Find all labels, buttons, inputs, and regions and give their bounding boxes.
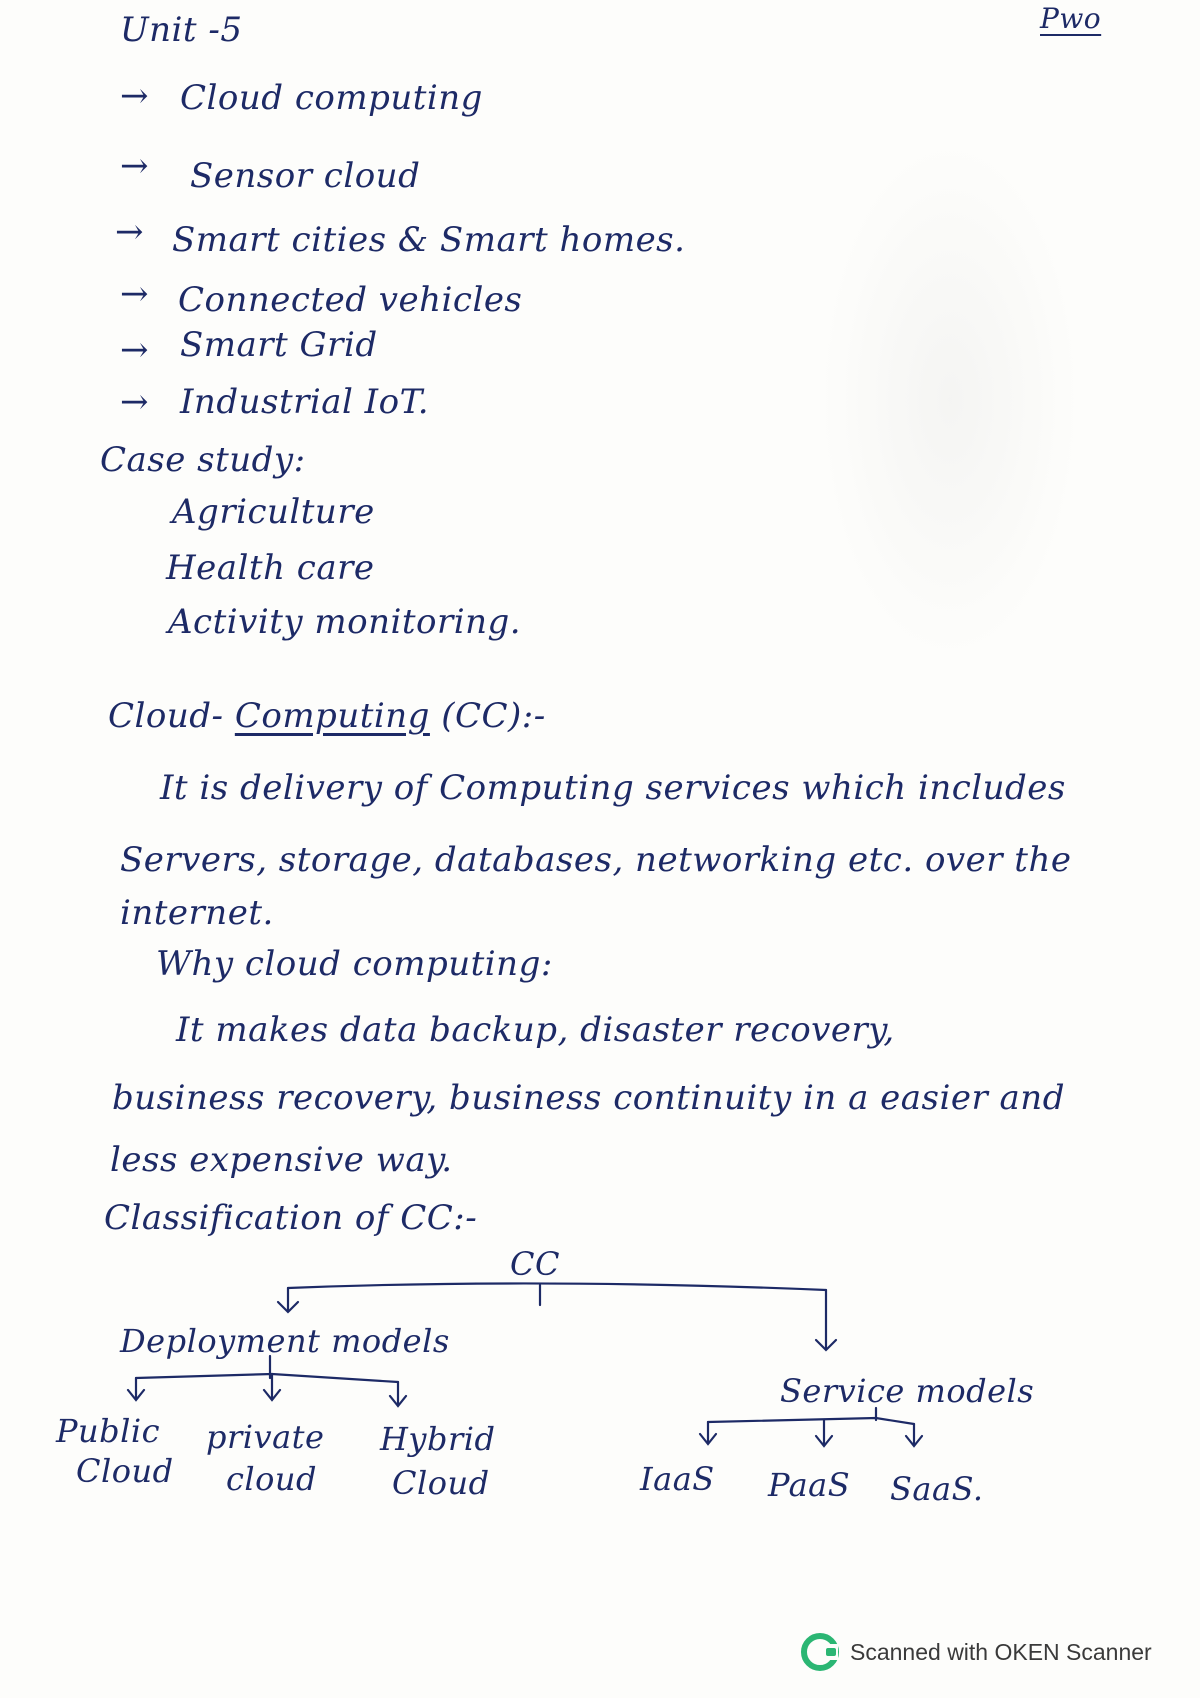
why-line: It makes data backup, disaster recovery, [176, 1010, 895, 1050]
tree-leaf-label: Public [56, 1412, 161, 1450]
case-study-heading: Case study: [100, 440, 306, 480]
corner-mark: Pwo [1040, 2, 1102, 35]
tree-leaf-label: PaaS [768, 1466, 851, 1504]
tree-leaf-label: Hybrid [380, 1420, 496, 1458]
tree-leaf-label: SaaS. [890, 1470, 984, 1508]
case-study-item: Activity monitoring. [168, 602, 522, 642]
section-heading-part: Computing [234, 696, 430, 736]
tree-main-bar [288, 1283, 826, 1290]
tree-leaf-label: cloud [226, 1460, 318, 1498]
classification-heading: Classification of CC:- [104, 1198, 478, 1238]
scanner-watermark [800, 1630, 1152, 1674]
oken-scanner-logo-icon [800, 1632, 840, 1672]
section-heading-part: Cloud- [108, 696, 224, 736]
definition-line: It is delivery of Computing services which includes [160, 768, 1066, 808]
tree-leaf-label: Cloud [76, 1452, 174, 1490]
topic-item: Smart Grid [180, 325, 378, 365]
topic-item: Smart cities & Smart homes. [172, 220, 686, 260]
why-heading: Why cloud computing: [156, 944, 553, 984]
tree-left-branch-label: Deployment models [120, 1322, 450, 1360]
section-heading-part: (CC):- [441, 696, 546, 736]
why-line: business recovery, business continuity in a easier and [112, 1078, 1065, 1118]
tree-leaf-label: Cloud [392, 1464, 490, 1502]
unit-title: Unit -5 [120, 10, 243, 50]
arrow-icon: → [120, 76, 149, 116]
arrow-icon: → [120, 146, 149, 186]
why-line: less expensive way. [110, 1140, 453, 1180]
definition-line: Servers, storage, databases, networking etc. over the [120, 840, 1072, 880]
tree-right-branch-label: Service models [780, 1372, 1035, 1410]
arrow-icon: → [120, 330, 149, 370]
topic-item: Connected vehicles [178, 280, 523, 320]
arrow-icon: → [115, 212, 144, 252]
case-study-item: Health care [166, 548, 375, 588]
tree-leaf-label: IaaS [640, 1460, 715, 1498]
arrow-icon: → [120, 382, 149, 422]
scanner-label: Scanned with OKEN Scanner [850, 1638, 1152, 1665]
arrow-icon: → [120, 274, 149, 314]
topic-item: Sensor cloud [190, 156, 421, 196]
case-study-item: Agriculture [172, 492, 375, 532]
tree-root-label: CC [510, 1245, 560, 1283]
topic-item: Cloud computing [180, 78, 483, 118]
tree-leaf-label: private [206, 1418, 325, 1456]
topic-item: Industrial IoT. [180, 382, 430, 422]
tree-left-bar [136, 1374, 398, 1382]
definition-line: internet. [120, 893, 274, 933]
tree-right-bar [708, 1418, 914, 1424]
